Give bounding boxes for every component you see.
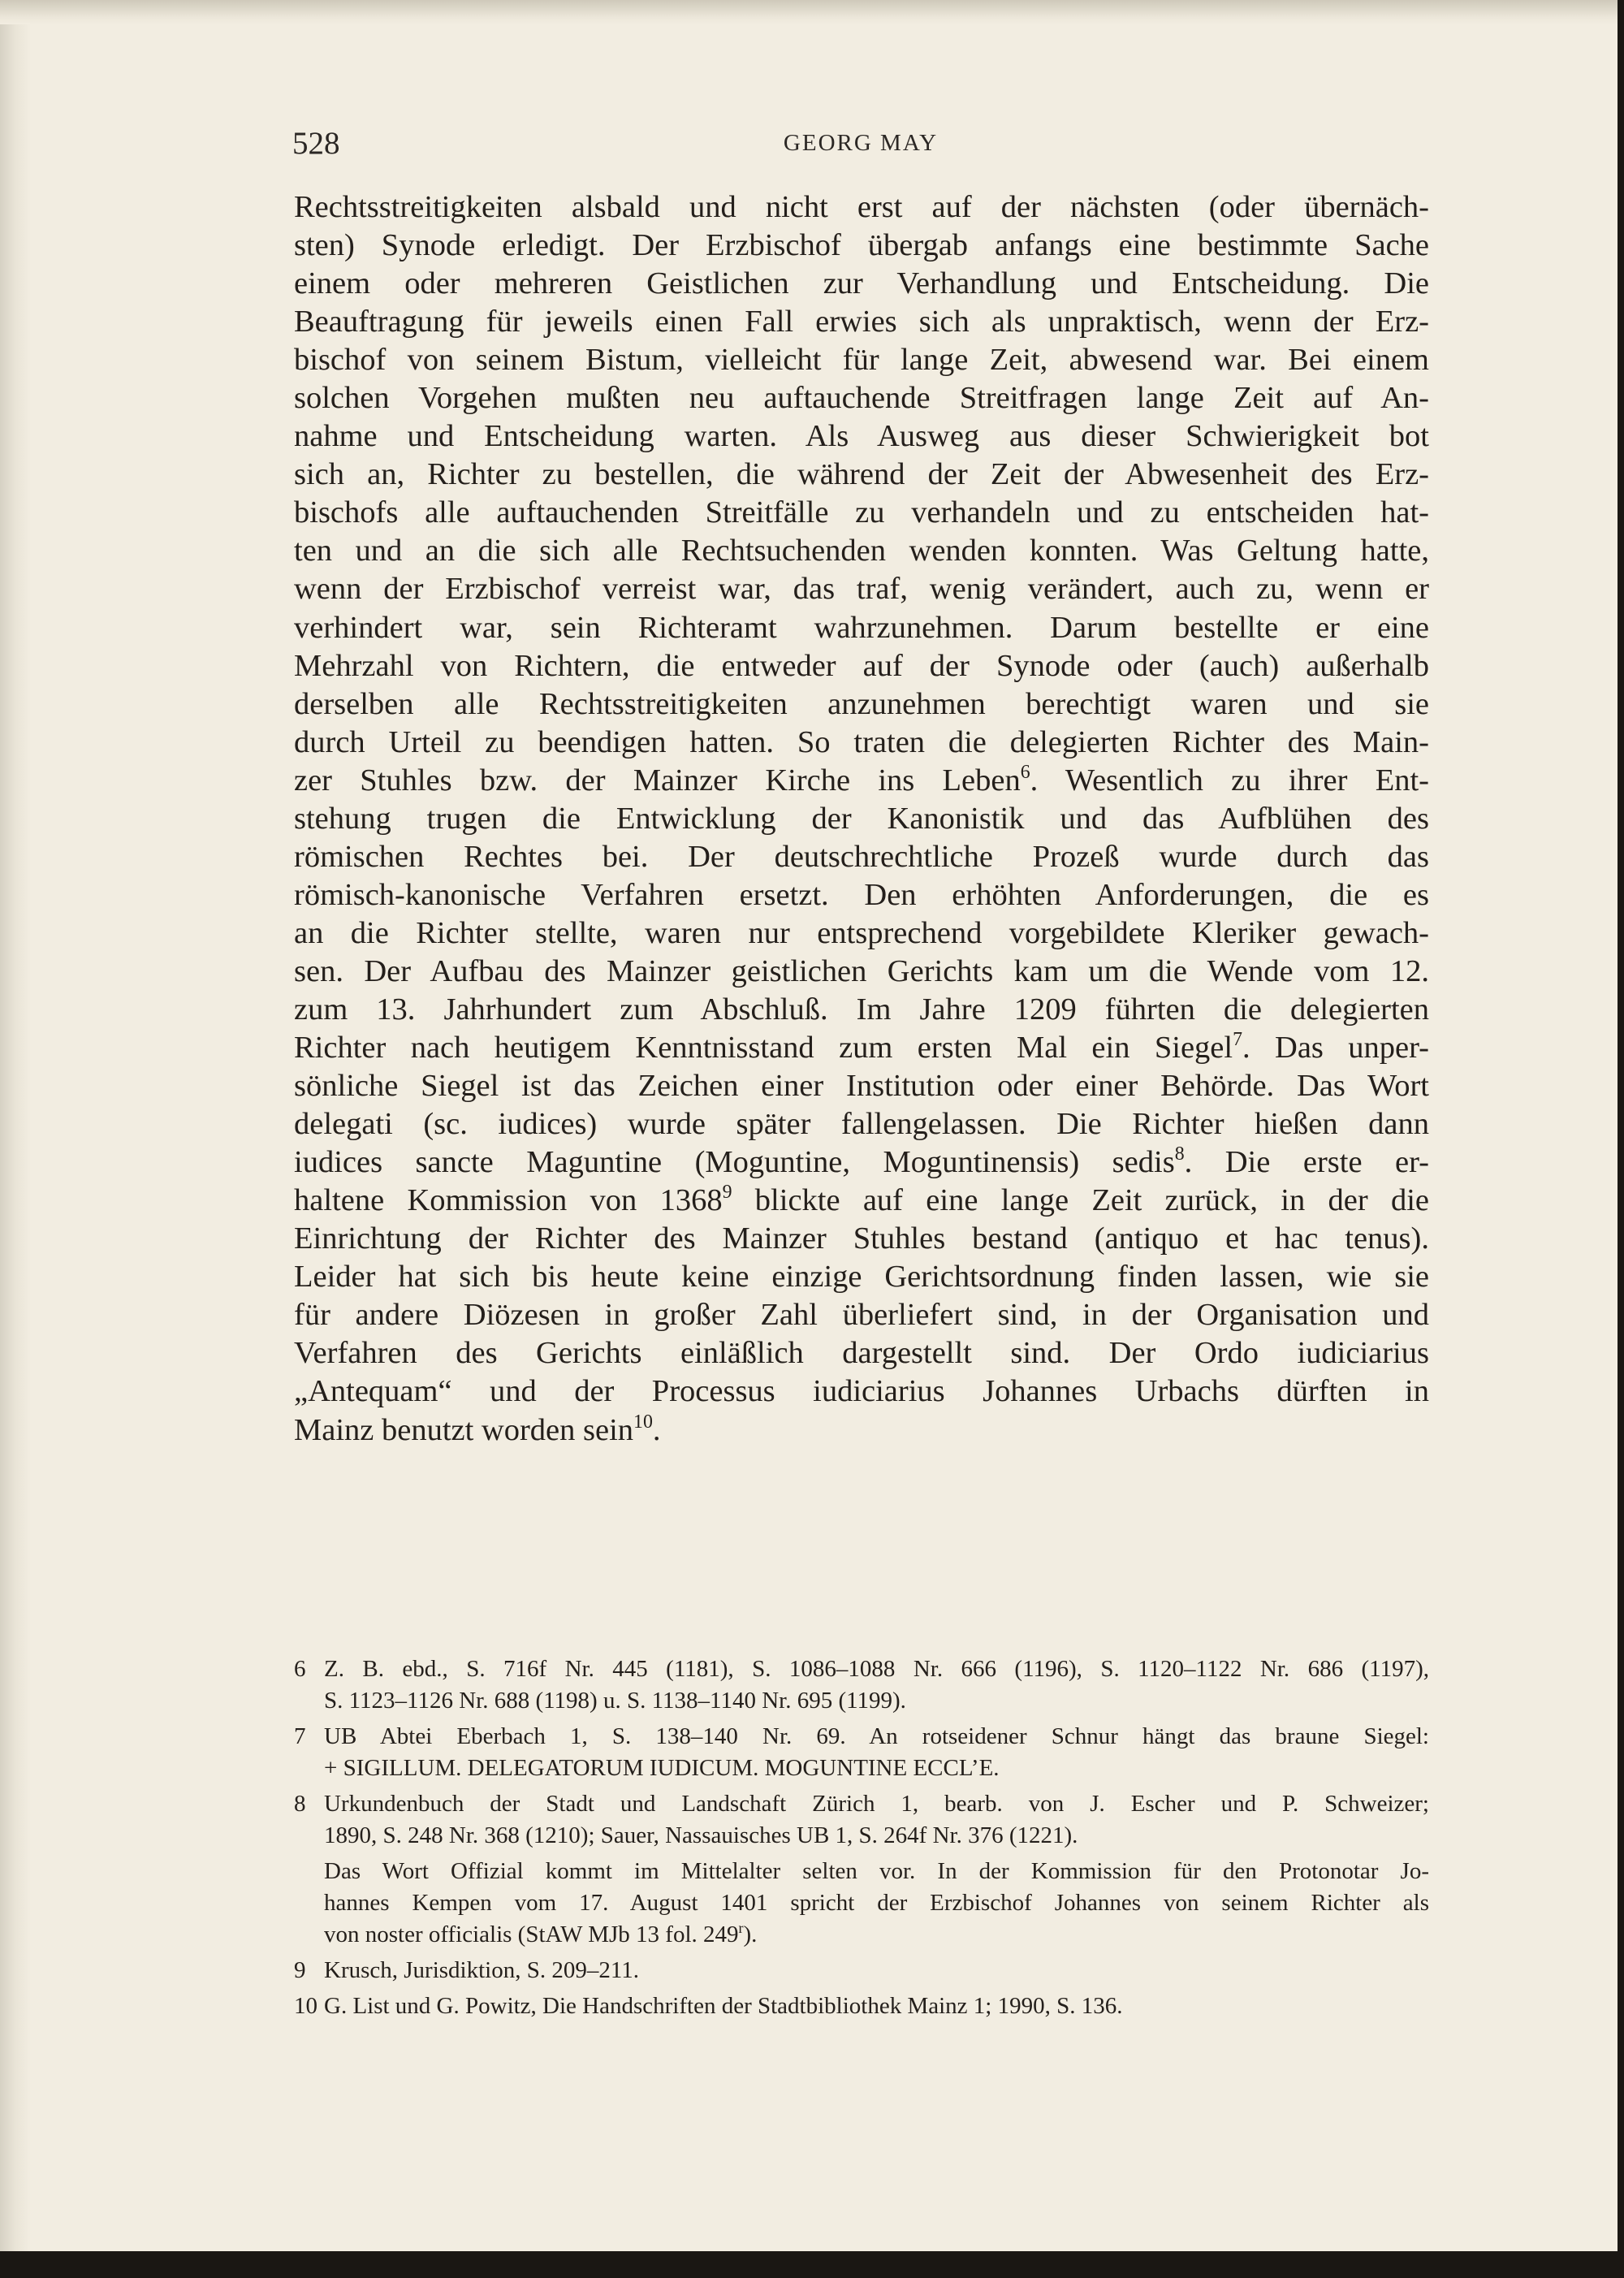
line-text: verhindert war, sein Richteramt wahrzunehmen. Darum bestellte er eine <box>294 610 1429 645</box>
footnote <box>294 1721 1429 1784</box>
line-text: Einrichtung der Richter des Mainzer Stuhles bestand (antiquo et hac tenus). <box>294 1221 1429 1256</box>
body-line <box>294 1029 1429 1067</box>
footnote-text: von noster officialis (StAW MJb 13 fol. 249 <box>324 1921 739 1947</box>
footnote-line <box>324 1653 1429 1685</box>
body-line <box>294 1334 1429 1372</box>
footnote-text: UB Abtei Eberbach 1, S. 138–140 Nr. 69. An rotseidener Schnur hängt das braune Siegel: <box>324 1723 1429 1749</box>
body-line <box>294 1296 1429 1334</box>
footnote-line <box>324 1856 1429 1887</box>
body-line <box>294 953 1429 991</box>
footnote-ref: 6 <box>1020 761 1030 783</box>
footnote-line <box>324 1919 1429 1951</box>
footnote-ref: 8 <box>1174 1143 1185 1165</box>
line-text: römischen Rechtes bei. Der deutschrechtliche Prozeß wurde durch das <box>294 839 1429 874</box>
running-head <box>292 125 1429 174</box>
line-text: römisch-kanonische Verfahren ersetzt. Den erhöhten Anforderungen, die es <box>294 877 1429 912</box>
running-head-title: GEORG MAY <box>783 130 939 156</box>
line-text: iudices sancte Maguntine (Moguntine, Moguntinensis) sedis <box>294 1145 1175 1180</box>
body-line <box>294 341 1429 379</box>
footnote-line <box>324 1685 1429 1717</box>
footnote-text: Das Wort Offizial kommt im Mittelalter selten vor. In der Kommission für den Protonotar Jo- <box>324 1858 1429 1884</box>
footnote-ref: 10 <box>633 1411 653 1433</box>
footnote-line <box>324 1788 1429 1820</box>
line-text: zum 13. Jahrhundert zum Abschluß. Im Jahre 1209 führten die delegierten <box>294 992 1429 1027</box>
line-text: nahme und Entscheidung warten. Als Ausweg aus dieser Schwierigkeit bot <box>294 419 1429 454</box>
body-line <box>294 1182 1429 1220</box>
footnote-line <box>324 1721 1429 1753</box>
book-edge <box>1585 0 1618 24</box>
footnote-text: ). <box>743 1921 758 1947</box>
line-text: Mainz benutzt worden sein <box>294 1412 634 1447</box>
line-text: sen. Der Aufbau des Mainzer geistlichen Gerichts kam um die Wende vom 12. <box>294 953 1429 988</box>
line-text: blickte auf eine lange Zeit zurück, in der die <box>732 1183 1430 1218</box>
body-line <box>294 379 1429 417</box>
line-text: bischofs alle auftauchenden Streitfälle zu verhandeln und zu entscheiden hat- <box>294 495 1429 530</box>
footnote-text: Z. B. ebd., S. 716f Nr. 445 (1181), S. 1086–1088 Nr. 666 (1196), S. 1120–1122 Nr. 686 (1197), <box>324 1656 1429 1682</box>
body-line <box>294 991 1429 1029</box>
line-text: an die Richter stellte, waren nur entsprechend vorgebildete Kleriker gewach- <box>294 915 1429 950</box>
line-text: haltene Kommission von 1368 <box>294 1183 723 1218</box>
body-line <box>294 417 1429 456</box>
body-line <box>294 685 1429 724</box>
body-line <box>294 1143 1429 1182</box>
footnote-line <box>324 1820 1429 1852</box>
line-text: durch Urteil zu beendigen hatten. So traten die delegierten Richter des Main- <box>294 724 1429 759</box>
footnote <box>294 1856 1429 1951</box>
line-text: wenn der Erzbischof verreist war, das traf, wenig verändert, auch zu, wenn er <box>294 572 1429 607</box>
footnote-number: 10 <box>294 1993 317 2019</box>
footnote-number: 7 <box>294 1723 306 1749</box>
line-text: derselben alle Rechtsstreitigkeiten anzunehmen berechtigt waren und sie <box>294 686 1429 721</box>
footnote-ref: 9 <box>722 1182 732 1204</box>
line-text: Verfahren des Gerichts einläßlich dargestellt sind. Der Ordo iudiciarius <box>294 1336 1429 1371</box>
body-line <box>294 570 1429 608</box>
body-line <box>294 456 1429 494</box>
body-line <box>294 227 1429 265</box>
body-line <box>294 1220 1429 1258</box>
body-line <box>294 1067 1429 1105</box>
body-line <box>294 1105 1429 1143</box>
footnote <box>294 1955 1429 1986</box>
footnote <box>294 1788 1429 1852</box>
line-text: . Die erste er- <box>1184 1145 1429 1180</box>
footnote-text: Krusch, Jurisdiktion, S. 209–211. <box>324 1957 640 1983</box>
line-text: „Antequam“ und der Processus iudiciarius Johannes Urbachs dürften in <box>294 1374 1429 1409</box>
line-text: Leider hat sich bis heute keine einzige Gerichtsordnung finden lassen, wie sie <box>294 1260 1429 1295</box>
body-line <box>294 532 1429 570</box>
body-line <box>294 914 1429 953</box>
line-text: Rechtsstreitigkeiten alsbald und nicht erst auf der nächsten (oder übernäch- <box>294 190 1429 224</box>
body-line <box>294 609 1429 647</box>
footnote-number: 8 <box>294 1791 306 1817</box>
line-text: für andere Diözesen in großer Zahl überliefert sind, in der Organisation und <box>294 1298 1429 1333</box>
body-line <box>294 876 1429 914</box>
body-line <box>294 1372 1429 1411</box>
footnote-line <box>324 1887 1429 1919</box>
body-line <box>294 800 1429 838</box>
footnote-line <box>324 1955 1429 1986</box>
body-line <box>294 762 1429 800</box>
footnote-line <box>324 1991 1429 2022</box>
line-text: sönliche Siegel ist das Zeichen einer Institution oder einer Behörde. Das Wort <box>294 1069 1429 1104</box>
body-line <box>294 724 1429 762</box>
main-text <box>294 188 1429 1450</box>
line-text: Mehrzahl von Richtern, die entweder auf der Synode oder (auch) außerhalb <box>294 648 1429 683</box>
body-line <box>294 838 1429 876</box>
body-line <box>294 1258 1429 1296</box>
line-text: ten und an die sich alle Rechtsuchenden wenden konnten. Was Geltung hatte, <box>294 534 1429 568</box>
line-text: solchen Vorgehen mußten neu auftauchende Streitfragen lange Zeit auf An- <box>294 381 1429 416</box>
footnotes <box>294 1653 1429 2026</box>
footnote-text: G. List und G. Powitz, Die Handschriften der Stadtbibliothek Mainz 1; 1990, S. 136. <box>324 1993 1123 2019</box>
footnote-text: + SIGILLUM. DELEGATORUM IUDICUM. MOGUNTINE ECCL’E. <box>324 1755 1000 1781</box>
line-text: Beauftragung für jeweils einen Fall erwies sich als unpraktisch, wenn der Erz- <box>294 305 1429 339</box>
line-text: sten) Synode erledigt. Der Erzbischof übergab anfangs eine bestimmte Sache <box>294 228 1429 263</box>
line-text: . <box>652 1412 661 1447</box>
body-line <box>294 303 1429 341</box>
body-line <box>294 647 1429 685</box>
line-text: einem oder mehreren Geistlichen zur Verhandlung und Entscheidung. Die <box>294 266 1429 301</box>
body-line <box>294 1411 1429 1450</box>
footnote-text: Urkundenbuch der Stadt und Landschaft Zürich 1, bearb. von J. Escher und P. Schweizer; <box>324 1791 1429 1817</box>
line-text: . Wesentlich zu ihrer Ent- <box>1030 763 1429 798</box>
line-text: Richter nach heutigem Kenntnisstand zum ersten Mal ein Siegel <box>294 1031 1233 1066</box>
body-line <box>294 188 1429 227</box>
line-text: . Das unper- <box>1242 1031 1429 1066</box>
footnote-text: 1890, S. 248 Nr. 368 (1210); Sauer, Nassauisches UB 1, S. 264f Nr. 376 (1221). <box>324 1822 1078 1848</box>
footnote-number: 6 <box>294 1656 306 1682</box>
body-line <box>294 494 1429 532</box>
superscript: r <box>738 1919 744 1936</box>
footnote <box>294 1653 1429 1717</box>
footnote <box>294 1991 1429 2022</box>
line-text: zer Stuhles bzw. der Mainzer Kirche ins Leben <box>294 763 1021 798</box>
footnote-number: 9 <box>294 1957 306 1983</box>
page-number: 528 <box>292 126 340 161</box>
body-line <box>294 265 1429 303</box>
line-text: bischof von seinem Bistum, vielleicht für lange Zeit, abwesend war. Bei einem <box>294 343 1429 378</box>
line-text: stehung trugen die Entwicklung der Kanonistik und das Aufblühen des <box>294 801 1429 836</box>
line-text: delegati (sc. iudices) wurde später fallengelassen. Die Richter hießen dann <box>294 1107 1429 1142</box>
footnote-text: hannes Kempen vom 17. August 1401 spricht der Erzbischof Johannes von seinem Richter als <box>324 1890 1429 1916</box>
footnote-line <box>324 1753 1429 1784</box>
line-text: sich an, Richter zu bestellen, die während der Zeit der Abwesenheit des Erz- <box>294 457 1429 492</box>
footnote-text: S. 1123–1126 Nr. 688 (1198) u. S. 1138–1140 Nr. 695 (1199). <box>324 1688 906 1714</box>
footnote-ref: 7 <box>1233 1029 1243 1051</box>
